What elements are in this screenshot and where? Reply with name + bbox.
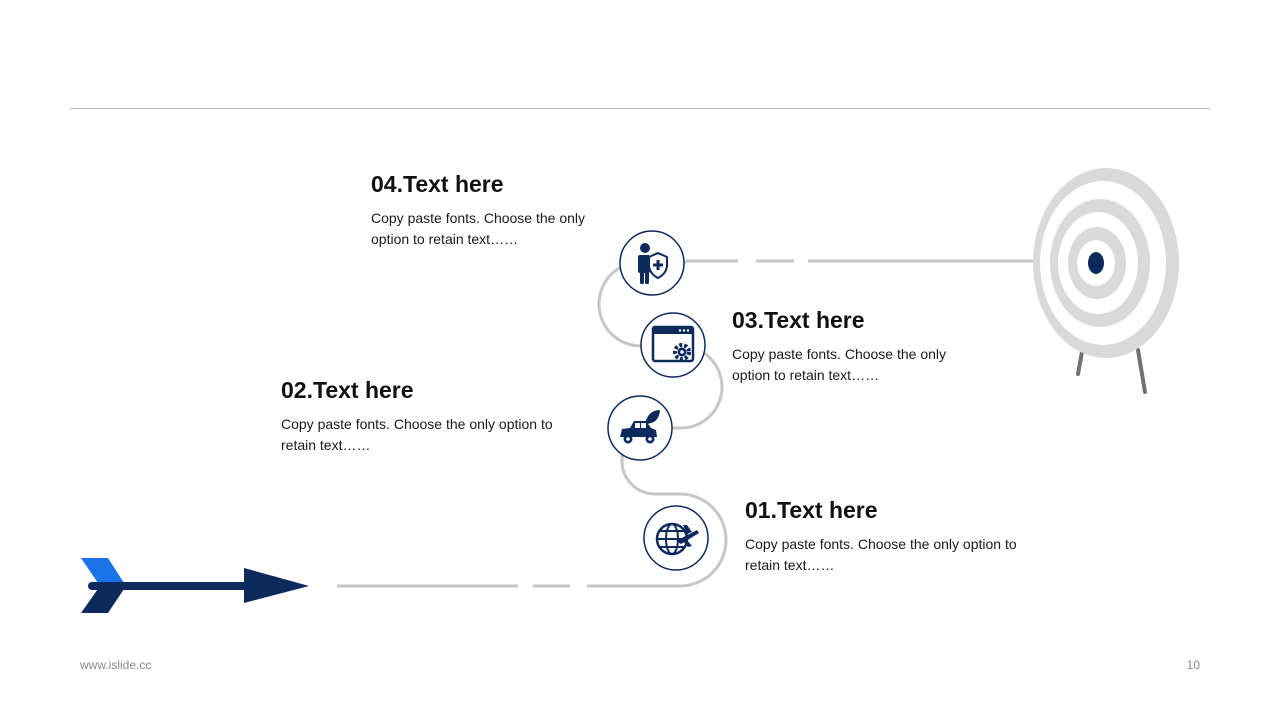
arrow-icon (81, 558, 309, 613)
step-1-text: Copy paste fonts. Choose the only option to retain text…… (745, 536, 1017, 573)
step-3-icon-circle (641, 313, 705, 377)
step-4-text: Copy paste fonts. Choose the only option to retain text…… (371, 210, 586, 247)
step-3-block (732, 306, 972, 386)
step-1-title: 01.Text here (745, 497, 878, 523)
step-2-icon-circle (608, 396, 672, 460)
step-3-text: Copy paste fonts. Choose the only option to retain text…… (732, 346, 947, 383)
step-2-text: Copy paste fonts. Choose the only option to retain text…… (281, 416, 553, 453)
footer-url[interactable]: www.islide.cc (80, 658, 152, 672)
step-2-block (281, 376, 581, 456)
page-number: 10 (1186, 658, 1200, 672)
step-1-icon-circle (644, 506, 708, 570)
target-left-leg (1078, 352, 1082, 374)
step-2-title: 02.Text here (281, 377, 414, 403)
step-1-block (745, 496, 1045, 576)
target-right-leg (1138, 350, 1145, 392)
step-3-title: 03.Text here (732, 307, 865, 333)
step-4-icon-circle (620, 231, 684, 295)
target-icon (1033, 168, 1179, 392)
bullseye (1088, 252, 1104, 274)
step-4-block (371, 170, 611, 250)
step-4-title: 04.Text here (371, 171, 504, 197)
